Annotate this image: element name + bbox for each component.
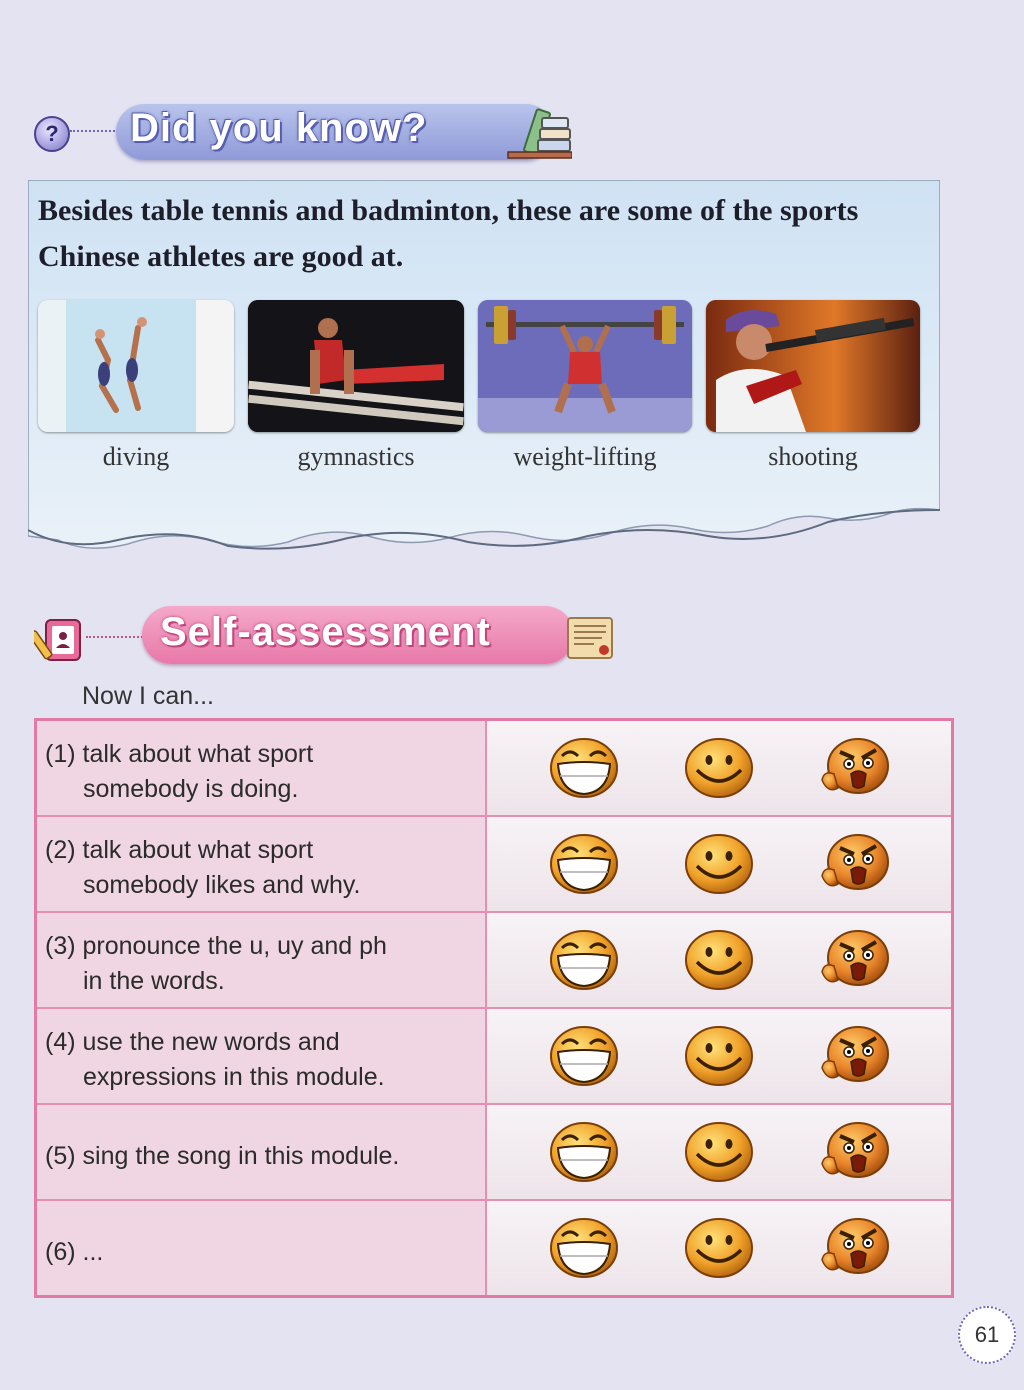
self-assessment-header <box>30 604 630 674</box>
rating-cell <box>487 1009 951 1103</box>
smiling-face-icon[interactable] <box>683 1120 755 1184</box>
angry-face-icon[interactable] <box>818 1024 890 1088</box>
rating-cell <box>487 817 951 911</box>
statement-line1: talk about what sport <box>82 836 314 864</box>
laughing-face-icon[interactable] <box>548 928 620 992</box>
statement-cell <box>37 1009 487 1103</box>
rating-cell <box>487 1105 951 1199</box>
item-number: (4) <box>45 1028 76 1056</box>
table-row <box>37 721 951 815</box>
angry-face-icon[interactable] <box>818 928 890 992</box>
photo-caption: diving <box>102 442 170 471</box>
laughing-face-icon[interactable] <box>548 736 620 800</box>
statement-cell <box>37 1201 487 1295</box>
photo-caption: gymnastics <box>297 442 415 471</box>
smiling-face-icon[interactable] <box>683 832 755 896</box>
statement-line1: ... <box>82 1237 104 1266</box>
angry-face-icon[interactable] <box>818 736 890 800</box>
smiling-face-icon[interactable] <box>683 1216 755 1280</box>
table-row <box>37 1199 951 1295</box>
item-number: (1) <box>45 740 76 768</box>
weight-lifting-photo <box>478 300 692 432</box>
item-number: (6) <box>45 1237 76 1266</box>
laughing-face-icon[interactable] <box>548 832 620 896</box>
smiling-face-icon[interactable] <box>683 736 755 800</box>
table-row <box>37 1007 951 1103</box>
item-number: (2) <box>45 836 76 864</box>
statement-cell <box>37 1105 487 1199</box>
table-row <box>37 815 951 911</box>
page-number: 61 <box>958 1306 1016 1364</box>
rating-cell <box>487 1201 951 1295</box>
books-icon <box>502 104 572 162</box>
statement-cell <box>37 817 487 911</box>
shooting-photo <box>706 300 920 432</box>
smiling-face-icon[interactable] <box>683 1024 755 1088</box>
angry-face-icon[interactable] <box>818 1216 890 1280</box>
angry-face-icon[interactable] <box>818 832 890 896</box>
checklist-pencil-icon <box>34 616 86 664</box>
photo-caption: weight-lifting <box>513 442 657 471</box>
dotted-connector <box>70 130 118 132</box>
gymnastics-photo <box>248 300 464 432</box>
smiling-face-icon[interactable] <box>683 928 755 992</box>
certificate-icon <box>564 612 620 664</box>
statement-line1: use the new words and <box>82 1028 340 1056</box>
statement-line1: pronounce the u, uy and ph <box>82 932 387 960</box>
did-you-know-header <box>30 100 590 170</box>
item-number: (5) <box>45 1141 76 1170</box>
did-you-know-card <box>28 180 940 555</box>
laughing-face-icon[interactable] <box>548 1120 620 1184</box>
laughing-face-icon[interactable] <box>548 1216 620 1280</box>
statement-line2: somebody likes and why. <box>83 871 361 899</box>
statement-cell <box>37 913 487 1007</box>
statement-line2: in the words. <box>83 967 225 995</box>
self-assessment-title: Self-assessment <box>160 610 491 654</box>
question-icon: ? <box>34 116 70 152</box>
statement-line2: somebody is doing. <box>83 775 299 803</box>
statement-line2: expressions in this module. <box>83 1063 385 1091</box>
did-you-know-text: Besides table tennis and badminton, these are some of the sports Chinese athletes are good at. <box>38 194 859 273</box>
statement-line1: talk about what sport <box>82 740 314 768</box>
angry-face-icon[interactable] <box>818 1120 890 1184</box>
self-assessment-intro: Now I can... <box>82 682 214 710</box>
statement-line1: sing the song in this module. <box>82 1141 400 1170</box>
diving-photo <box>38 300 234 432</box>
rating-cell <box>487 913 951 1007</box>
did-you-know-title: Did you know? <box>130 106 428 150</box>
table-row <box>37 1103 951 1199</box>
photo-caption: shooting <box>768 442 858 471</box>
self-assessment-table <box>34 718 954 1298</box>
statement-cell <box>37 721 487 815</box>
table-row <box>37 911 951 1007</box>
rating-cell <box>487 721 951 815</box>
item-number: (3) <box>45 932 76 960</box>
laughing-face-icon[interactable] <box>548 1024 620 1088</box>
